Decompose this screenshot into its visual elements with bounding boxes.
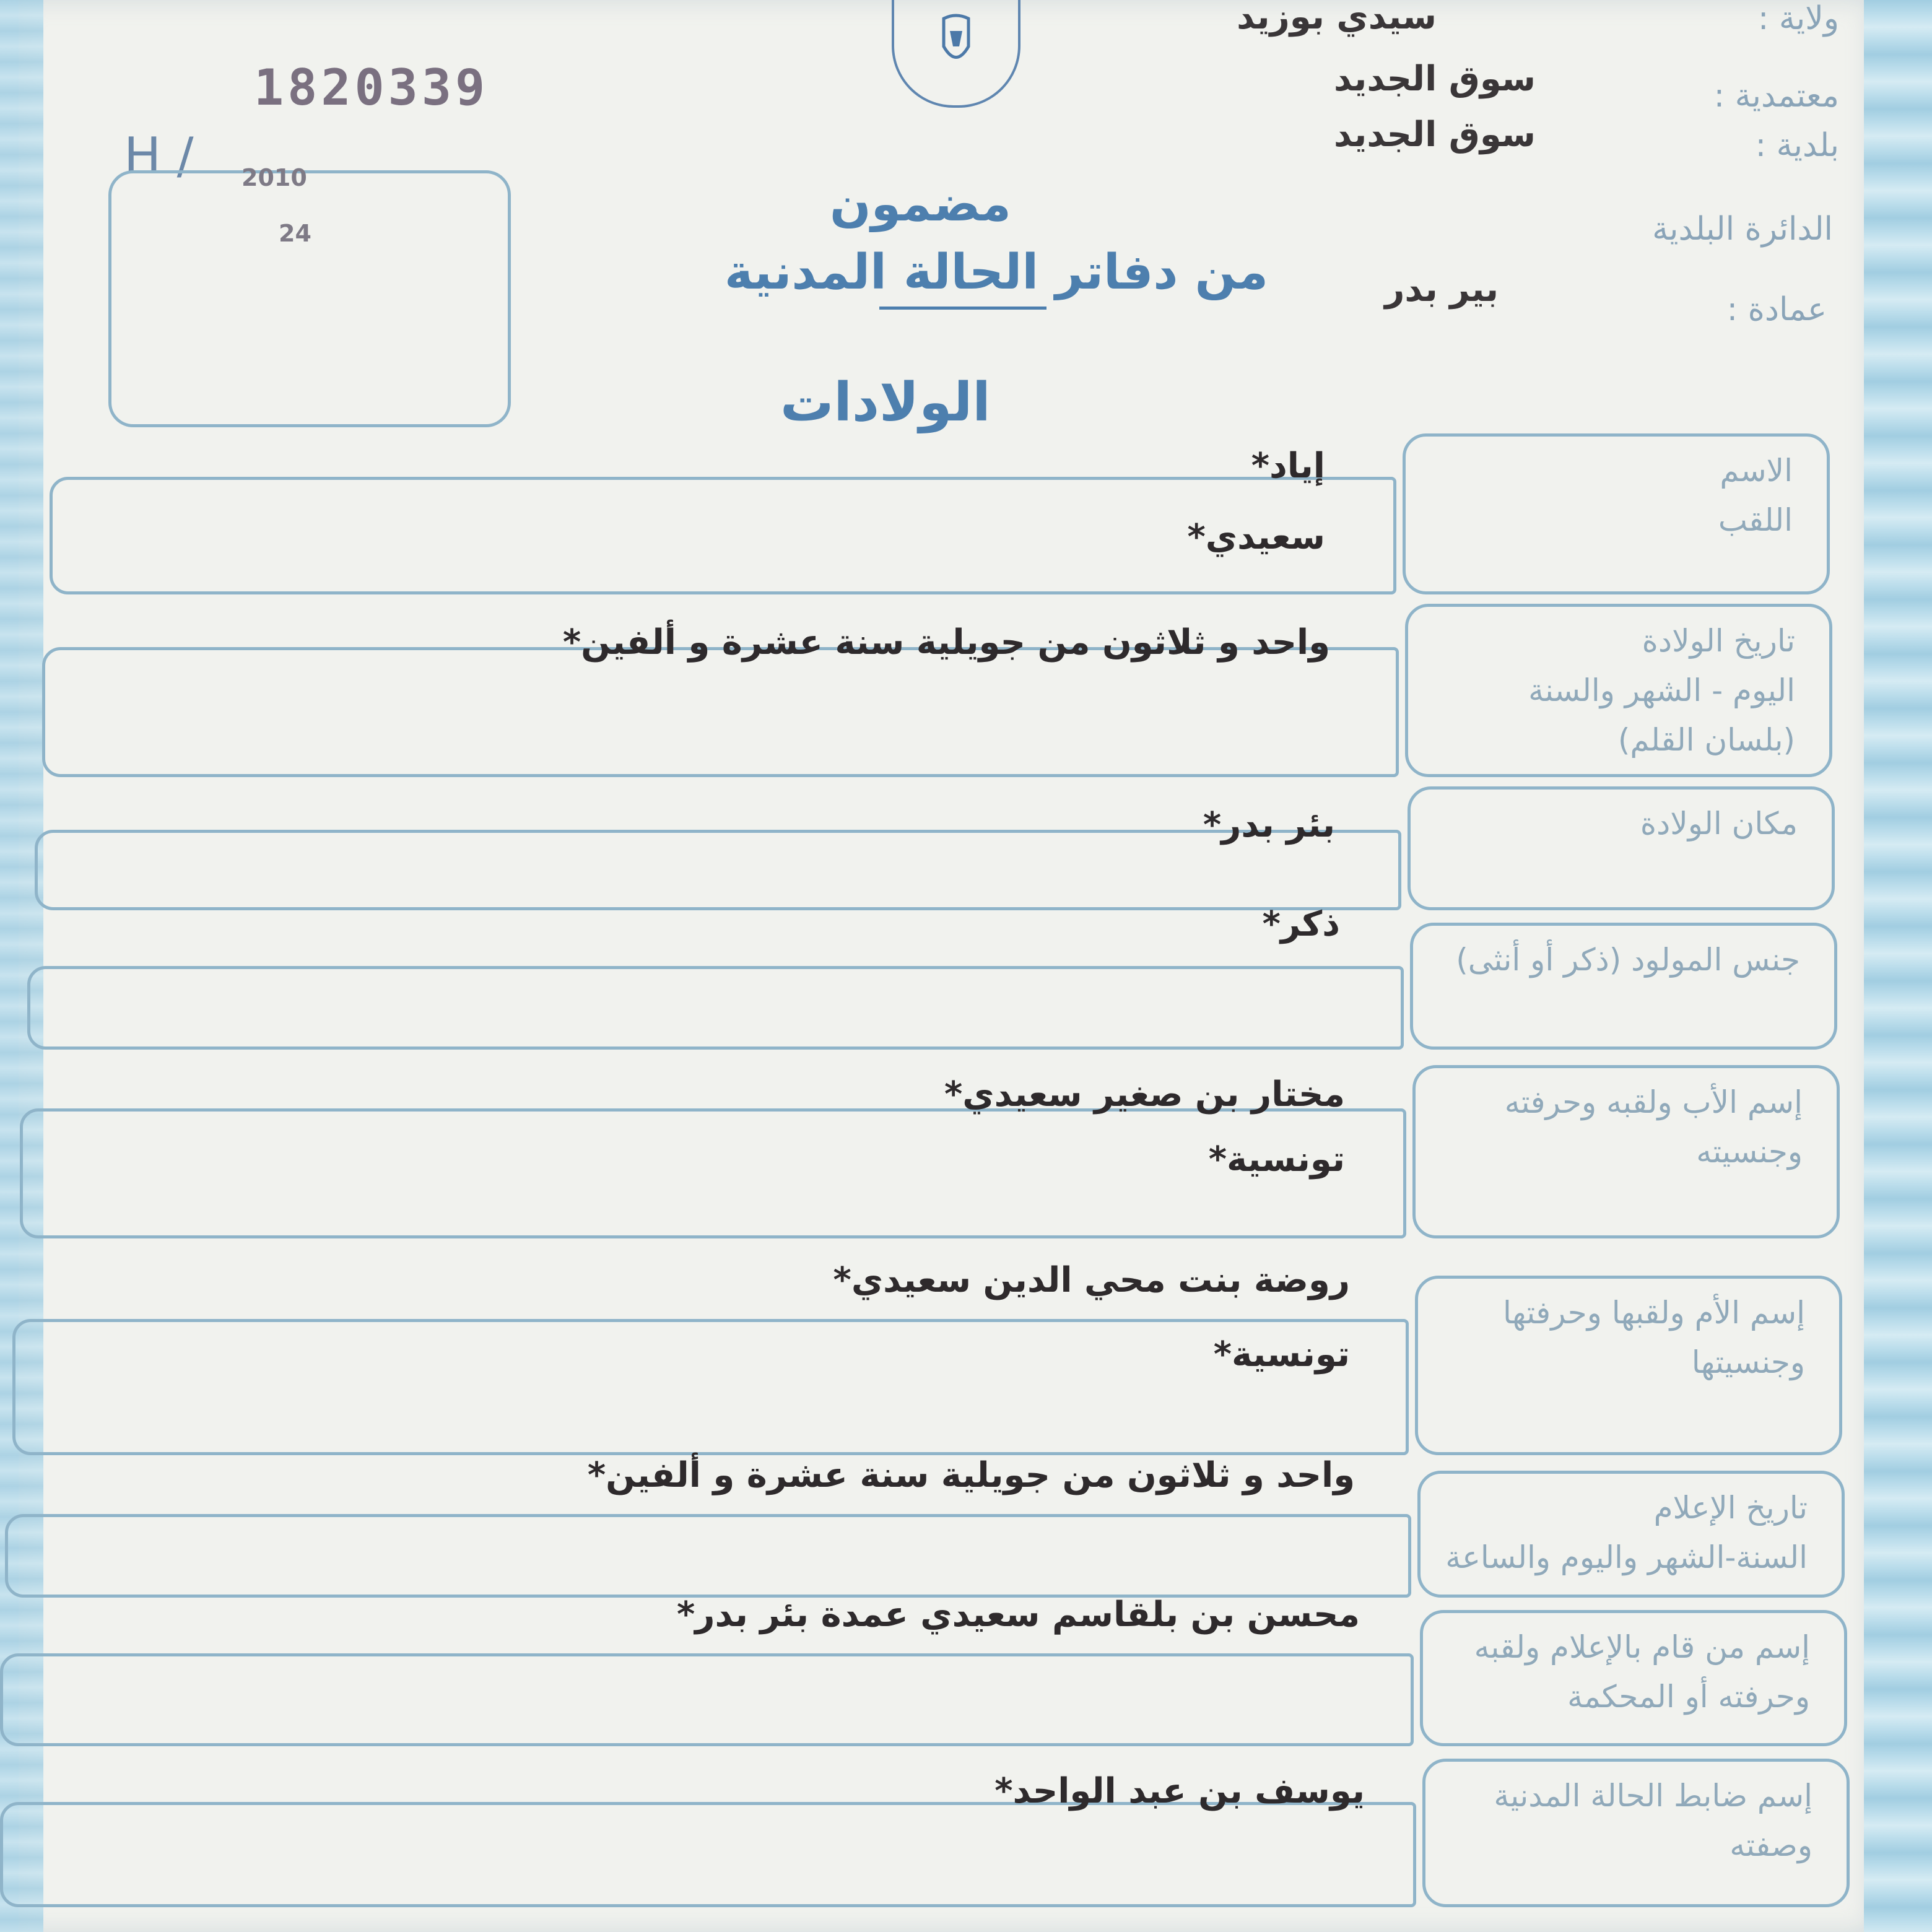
row-label-mother: إسم الأم ولقبها وحرفتها وجنسيتها — [1502, 1295, 1805, 1380]
row-value-mother-2: تونسية* — [1213, 1334, 1350, 1375]
title-line-2: من دفاتر الحالة المدنية — [724, 245, 1269, 300]
row-value-declaration-date-1: واحد و ثلاثون من جويلية سنة عشرة و ألفين* — [587, 1455, 1355, 1495]
motamadia-value: سوق الجديد — [1333, 59, 1536, 99]
registry-stamp-box — [108, 164, 511, 427]
row-label-birth-place: مكان الولادة — [1640, 806, 1798, 842]
baladia-value: سوق الجديد — [1333, 115, 1536, 155]
row-value-box-birth-date — [42, 647, 1399, 777]
motamadia-label: معتمدية : — [1713, 77, 1839, 115]
row-label-registrar: إسم ضابط الحالة المدنية وصفته — [1494, 1778, 1812, 1863]
row-value-declarant-1: محسن بن بلقاسم سعيدي عمدة بئر بدر* — [676, 1595, 1360, 1635]
row-value-box-birth-place — [35, 830, 1401, 910]
row-value-box-declaration-date — [5, 1514, 1411, 1598]
row-value-registrar-1: يوسف بن عبد الواحد* — [994, 1771, 1365, 1811]
imada-value: بير بدر — [1385, 269, 1499, 310]
row-value-birth-place-1: بئر بدر* — [1203, 805, 1335, 845]
row-value-birth-date-1: واحد و ثلاثون من جويلية سنة عشرة و ألفين* — [562, 622, 1330, 663]
row-value-box-mother — [12, 1319, 1409, 1455]
imada-label: عمادة : — [1726, 291, 1827, 328]
row-label-declarant: إسم من قام بالإعلام ولقبه وحرفته أو المحكمة — [1474, 1629, 1810, 1715]
row-value-mother-1: روضة بنت محي الدين سعيدي* — [833, 1260, 1350, 1300]
row-label-name-surname: الاسم اللقب — [1718, 453, 1793, 538]
row-value-name-surname-2: سعيدي* — [1187, 517, 1325, 557]
stamp-year: 2010 — [242, 164, 307, 191]
wilaya-label: ولاية : — [1757, 0, 1839, 37]
decorative-border-left — [0, 0, 43, 1932]
stamp-number: 24 — [279, 220, 311, 247]
wilaya-value: سيدي بوزيد — [1237, 0, 1437, 37]
row-label-sex: جنس المولود (ذكر أو أنثى) — [1456, 942, 1800, 978]
row-value-box-father — [20, 1108, 1406, 1238]
daira-label: الدائرة البلدية — [1652, 211, 1833, 248]
row-value-box-sex — [27, 966, 1404, 1050]
row-value-box-registrar — [0, 1802, 1416, 1907]
h-mark: H / — [124, 127, 194, 185]
title-births: الولادات — [780, 372, 991, 433]
row-value-box-declarant — [0, 1653, 1414, 1746]
row-label-father: إسم الأب ولقبه وحرفته وجنسيته — [1504, 1084, 1803, 1170]
row-label-birth-date: تاريخ الولادة اليوم - الشهر والسنة (بلسان القلم) — [1528, 623, 1795, 758]
row-label-declaration-date: تاريخ الإعلام السنة-الشهر واليوم والساعة — [1445, 1490, 1808, 1575]
title-line-1: مضمون — [830, 176, 1011, 232]
row-value-name-surname-1: إياد* — [1251, 446, 1325, 486]
row-value-father-2: تونسية* — [1208, 1139, 1345, 1180]
baladia-label: بلدية : — [1755, 127, 1839, 164]
row-value-father-1: مختار بن صغير سعيدي* — [944, 1074, 1345, 1115]
title-underline — [879, 307, 1046, 310]
decorative-border-right — [1864, 0, 1932, 1932]
row-value-sex-1: ذكر* — [1262, 904, 1340, 944]
serial-number: 1820339 — [254, 59, 489, 116]
